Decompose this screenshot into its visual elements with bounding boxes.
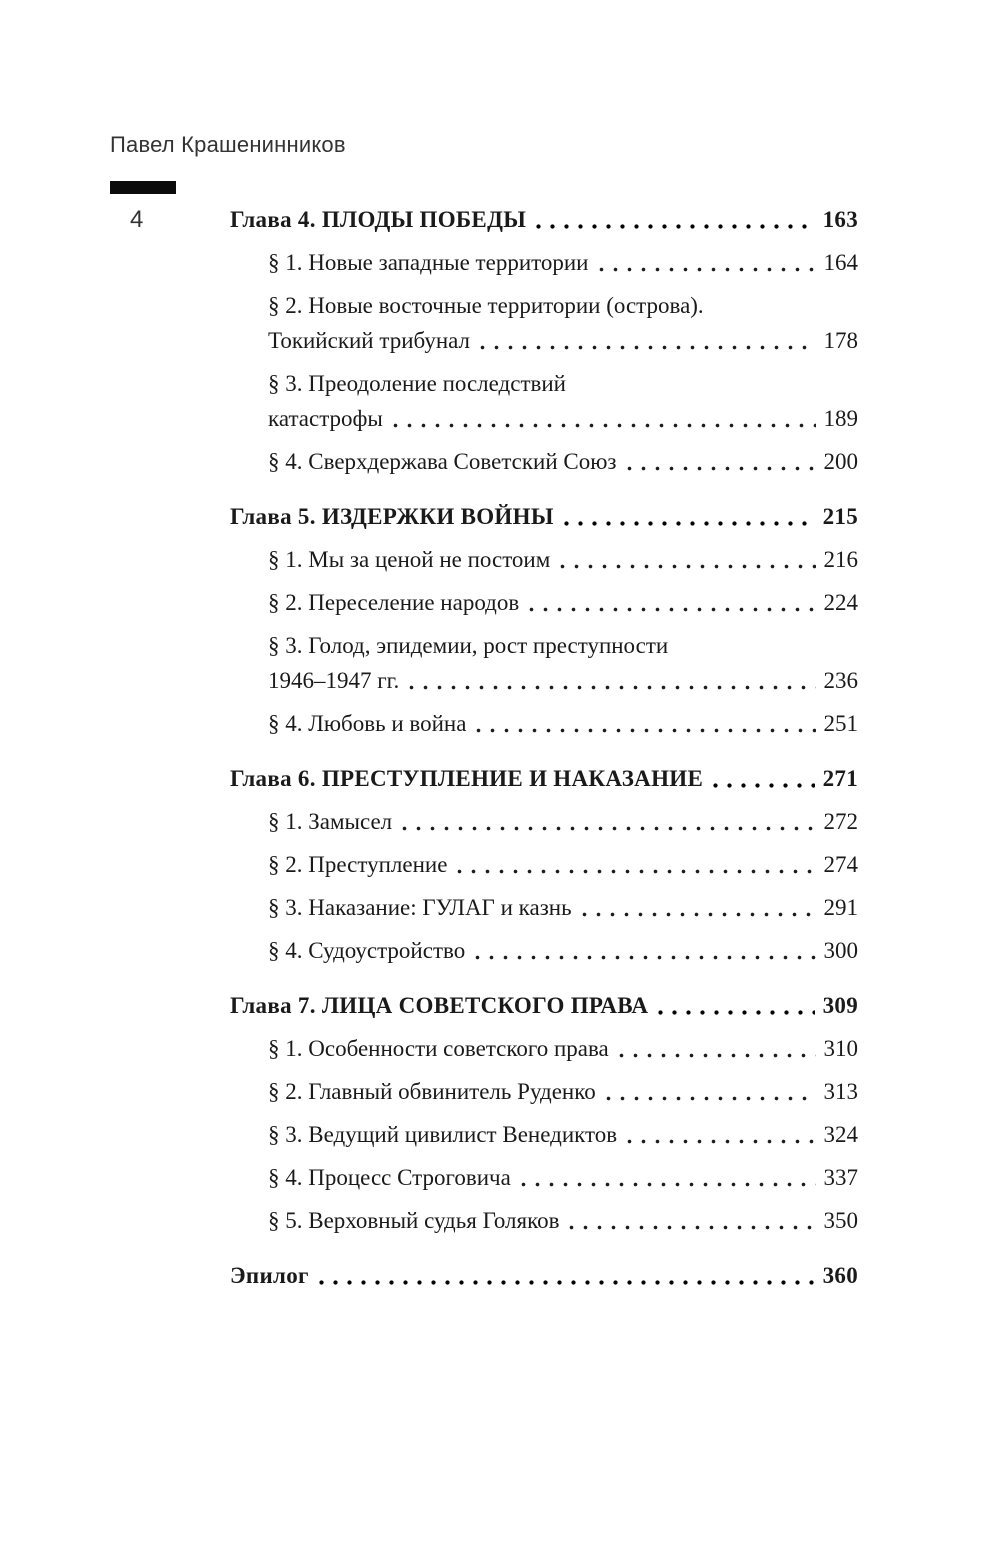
toc-page-number: 360 <box>822 1263 858 1288</box>
toc-entry-row <box>268 585 858 620</box>
dot-leader <box>521 1160 816 1195</box>
toc-page-number: 189 <box>823 406 858 431</box>
toc-entry-row <box>268 706 858 741</box>
dot-leader <box>599 245 816 280</box>
toc-section <box>230 761 858 968</box>
dot-leader <box>393 401 816 436</box>
toc-entry-row <box>268 628 858 698</box>
toc-entry-text: Глава 4. ПЛОДЫ ПОБЕДЫ <box>230 207 527 232</box>
toc-entry-text: § 2. Новые восточные территории (острова). <box>268 293 704 318</box>
toc-entry-text: Глава 6. ПРЕСТУПЛЕНИЕ И НАКАЗАНИЕ <box>230 766 704 791</box>
toc-entry-last-line <box>268 663 858 698</box>
toc-entry-row <box>268 890 858 925</box>
toc-page-number: 216 <box>823 547 858 572</box>
toc-chapter-row <box>230 202 858 237</box>
toc-entry-row <box>268 847 858 882</box>
toc-entry-last-line <box>268 401 858 436</box>
toc-entry-last-line <box>268 847 858 882</box>
dot-leader <box>457 847 815 882</box>
toc-entry-row <box>268 542 858 577</box>
toc-page-number: 350 <box>823 1208 858 1233</box>
dot-leader <box>409 663 815 698</box>
toc-chapter-row <box>230 988 858 1023</box>
toc-entry-row <box>268 366 858 436</box>
toc-entry-row <box>268 1074 858 1109</box>
toc-section <box>230 499 858 741</box>
toc-entry-text: § 4. Процесс Строговича <box>268 1165 511 1190</box>
toc-section <box>230 1258 858 1293</box>
dot-leader <box>529 585 815 620</box>
toc-entry-row <box>268 804 858 839</box>
dot-leader <box>606 1074 816 1109</box>
toc-entry-last-line <box>268 890 858 925</box>
toc-entry-last-line <box>268 706 858 741</box>
dot-leader <box>560 542 815 577</box>
toc-section <box>230 988 858 1238</box>
toc-page-number: 164 <box>823 250 858 275</box>
toc-page-number: 310 <box>823 1036 858 1061</box>
table-of-contents <box>230 202 858 1301</box>
toc-page-number: 291 <box>823 895 858 920</box>
toc-page-number: 236 <box>823 668 858 693</box>
toc-entry-text: § 2. Переселение народов <box>268 590 520 615</box>
toc-entry-last-line <box>268 1117 858 1152</box>
toc-entry-text: § 3. Ведущий цивилист Венедиктов <box>268 1122 618 1147</box>
toc-entry-last-line <box>268 245 858 280</box>
toc-page-number: 215 <box>822 504 858 529</box>
toc-entry-last-line <box>268 444 858 479</box>
toc-entry-text: § 1. Новые западные территории <box>268 250 589 275</box>
toc-page-number: 274 <box>823 852 858 877</box>
dot-leader <box>658 988 814 1023</box>
toc-page-number: 313 <box>823 1079 858 1104</box>
toc-entry-row <box>268 444 858 479</box>
toc-page-number: 324 <box>823 1122 858 1147</box>
page-number: 4 <box>130 206 144 233</box>
author-name: Павел Крашенинников <box>110 132 346 157</box>
toc-chapter-row <box>230 1258 858 1293</box>
toc-entry-text: катастрофы <box>268 406 383 431</box>
dot-leader <box>480 323 815 358</box>
toc-page-number: 251 <box>823 711 858 736</box>
dot-leader <box>569 1203 815 1238</box>
toc-entry-text: 1946–1947 гг. <box>268 668 400 693</box>
dot-leader <box>564 499 815 534</box>
toc-entry-text: § 4. Любовь и война <box>268 711 467 736</box>
toc-page-number: 309 <box>822 993 858 1018</box>
toc-entry-text: § 5. Верховный судья Голяков <box>268 1208 560 1233</box>
toc-entry-last-line <box>230 761 858 796</box>
dot-leader <box>627 444 816 479</box>
toc-entry-text: § 1. Мы за ценой не постоим <box>268 547 551 572</box>
toc-entry-last-line <box>268 804 858 839</box>
toc-entry-text: Глава 5. ИЗДЕРЖКИ ВОЙНЫ <box>230 504 554 529</box>
toc-entry-text: § 2. Главный обвинитель Руденко <box>268 1079 596 1104</box>
toc-page-number: 178 <box>823 328 858 353</box>
toc-entry-text: Эпилог <box>230 1263 309 1288</box>
toc-entry-text: § 1. Особенности советского права <box>268 1036 609 1061</box>
toc-entry-row <box>268 1160 858 1195</box>
toc-entry-text: § 4. Судоустройство <box>268 938 466 963</box>
toc-entry-last-line <box>230 202 858 237</box>
toc-entry-text: § 4. Сверхдержава Советский Союз <box>268 449 617 474</box>
toc-page-number: 224 <box>823 590 858 615</box>
toc-entry-last-line <box>268 323 858 358</box>
toc-entry-row <box>268 933 858 968</box>
toc-entry-row <box>268 1203 858 1238</box>
toc-entry-row <box>268 245 858 280</box>
dot-leader <box>536 202 815 237</box>
toc-entry-text: Токийский трибунал <box>268 328 471 353</box>
toc-page-number: 272 <box>823 809 858 834</box>
dot-leader <box>476 706 815 741</box>
toc-entry-text: Глава 7. ЛИЦА СОВЕТСКОГО ПРАВА <box>230 993 649 1018</box>
toc-entry-text: § 3. Преодоление последствий <box>268 371 566 396</box>
toc-page-number: 271 <box>822 766 858 791</box>
toc-entry-last-line <box>268 542 858 577</box>
toc-page-number: 163 <box>822 207 858 232</box>
dot-leader <box>319 1258 815 1293</box>
toc-chapter-row <box>230 761 858 796</box>
dot-leader <box>402 804 815 839</box>
toc-entry-row <box>268 288 858 358</box>
dot-leader <box>475 933 815 968</box>
toc-entry-text: § 1. Замысел <box>268 809 393 834</box>
dot-leader <box>627 1117 815 1152</box>
toc-entry-last-line <box>268 1160 858 1195</box>
toc-entry-last-line <box>230 1258 858 1293</box>
toc-entry-row <box>268 1117 858 1152</box>
dot-leader <box>619 1031 816 1066</box>
toc-entry-last-line <box>268 1074 858 1109</box>
toc-entry-last-line <box>268 1031 858 1066</box>
toc-entry-text: § 2. Преступление <box>268 852 448 877</box>
header-rule <box>110 181 176 194</box>
toc-chapter-row <box>230 499 858 534</box>
toc-entry-last-line <box>230 988 858 1023</box>
toc-entry-text: § 3. Наказание: ГУЛАГ и казнь <box>268 895 572 920</box>
dot-leader <box>713 761 815 796</box>
toc-entry-last-line <box>268 585 858 620</box>
toc-page-number: 300 <box>823 938 858 963</box>
toc-page-number: 200 <box>823 449 858 474</box>
toc-entry-row <box>268 1031 858 1066</box>
toc-entry-last-line <box>230 499 858 534</box>
toc-entry-text: § 3. Голод, эпидемии, рост преступности <box>268 633 669 658</box>
toc-entry-last-line <box>268 933 858 968</box>
toc-section <box>230 202 858 479</box>
toc-entry-last-line <box>268 1203 858 1238</box>
toc-page-number: 337 <box>823 1165 858 1190</box>
dot-leader <box>582 890 816 925</box>
